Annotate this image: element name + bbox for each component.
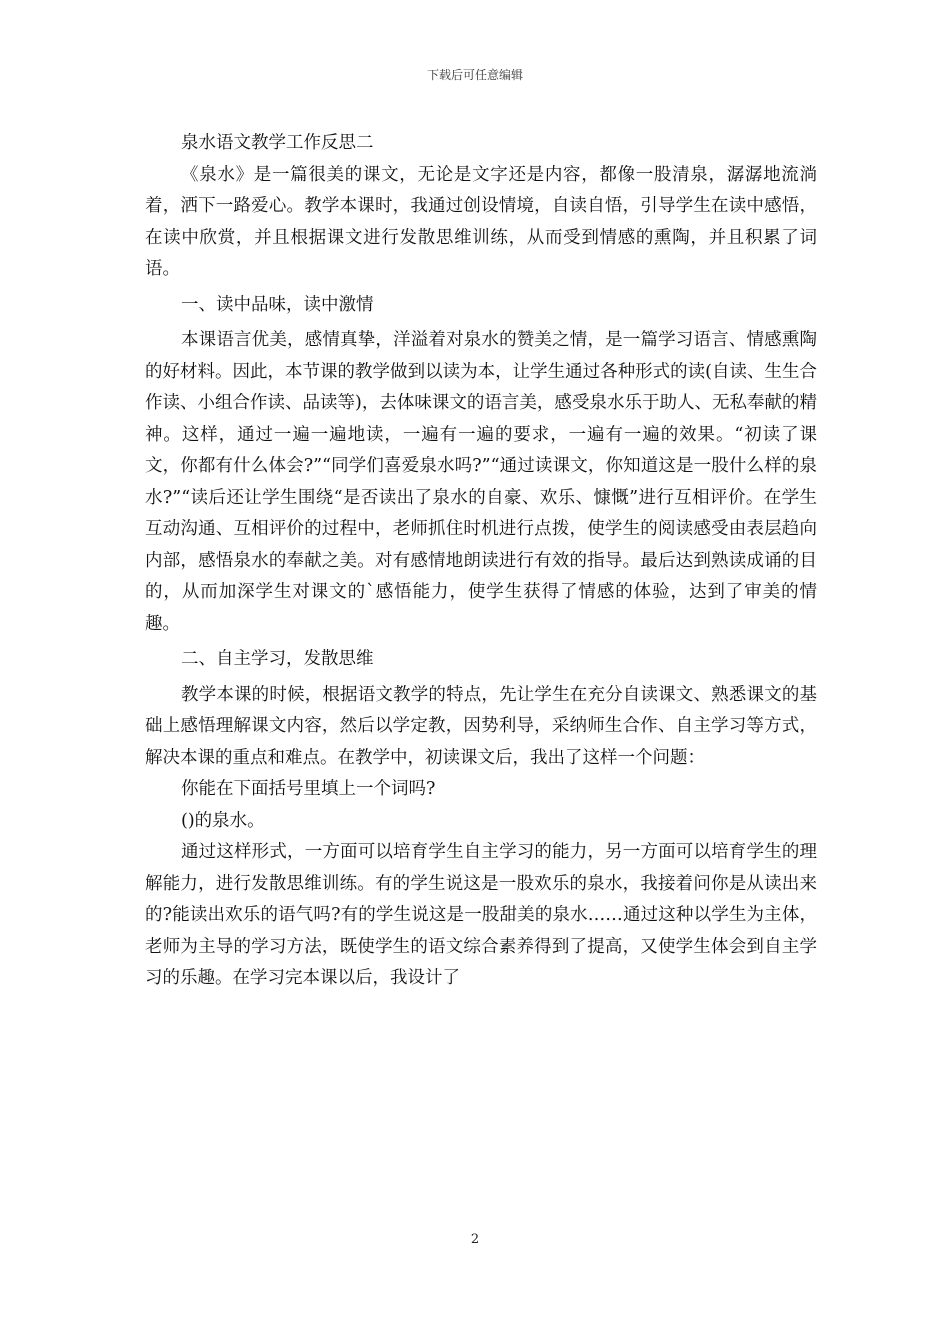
section-heading-1: 一、读中品味，读中激情 [181,294,374,315]
document-body [145,128,817,995]
section-heading-2: 二、自主学习，发散思维 [181,649,374,669]
intro-paragraph: 《泉水》是一篇很美的课文，无论是文字还是内容，都像一股清泉，潺潺地流淌着，洒下一路爱心。教学本课时，我通过创设情境，自读自悟，引导学生在读中感悟，在读中欣赏，并且根据课文进行发散思维训练，从而受到情感的熏陶，并且积累了词语。 [145,164,817,279]
section-2-conclusion: 通过这样形式，一方面可以培育学生自主学习的能力，另一方面可以培育学生的理解能力，进行发散思维训练。有的学生说这是一股欢乐的泉水，我接着问你是从读出来的?能读出欢乐的语气吗?有的学生说这是一股甜美的泉水……通过这种以学生为主体，老师为主导的学习方法，既使学生的语文综合素养得到了提高，又使学生体会到自主学习的乐趣。在学习完本课以后，我设计了 [145,842,817,988]
question-line: 你能在下面括号里填上一个词吗? [181,779,436,799]
section-2-paragraph: 教学本课的时候，根据语文教学的特点，先让学生在充分自读课文、熟悉课文的基础上感悟理解课文内容，然后以学定教，因势利导，采纳师生合作、自主学习等方式，解决本课的重点和难点。在教学中，初读课文后，我出了这样一个问题： [145,684,817,768]
section-1-paragraph: 本课语言优美，感情真挚，洋溢着对泉水的赞美之情，是一篇学习语言、情感熏陶的好材料。因此，本节课的教学做到以读为本，让学生通过各种形式的读(自读、生生合作读、小组合作读、品读等)，去体味课文的语言美，感受泉水乐于助人、无私奉献的精神。这样，通过一遍一遍地读，一遍有一遍的要求，一遍有一遍的效果。“初读了课文，你都有什么体会?”“同学们喜爱泉水吗?”“通过读课文，你知道这是一股什么样的泉水?”“读后还让学生围绕“是否读出了泉水的自豪、欢乐、慷慨”进行互相评价。在学生互动沟通、互相评价的过程中，老师抓住时机进行点拨，使学生的阅读感受由表层趋向内部，感悟泉水的奉献之美。对有感情地朗读进行有效的指导。最后达到熟读成诵的目的，从而加深学生对课文的`感悟能力，使学生获得了情感的体验，达到了审美的情趣。 [145,330,817,634]
blank-line: ()的泉水。 [181,810,265,831]
page-number: 2 [470,1232,480,1247]
document-title: 泉水语文教学工作反思二 [181,133,374,153]
page-header: 下载后可任意编辑 [426,68,523,82]
